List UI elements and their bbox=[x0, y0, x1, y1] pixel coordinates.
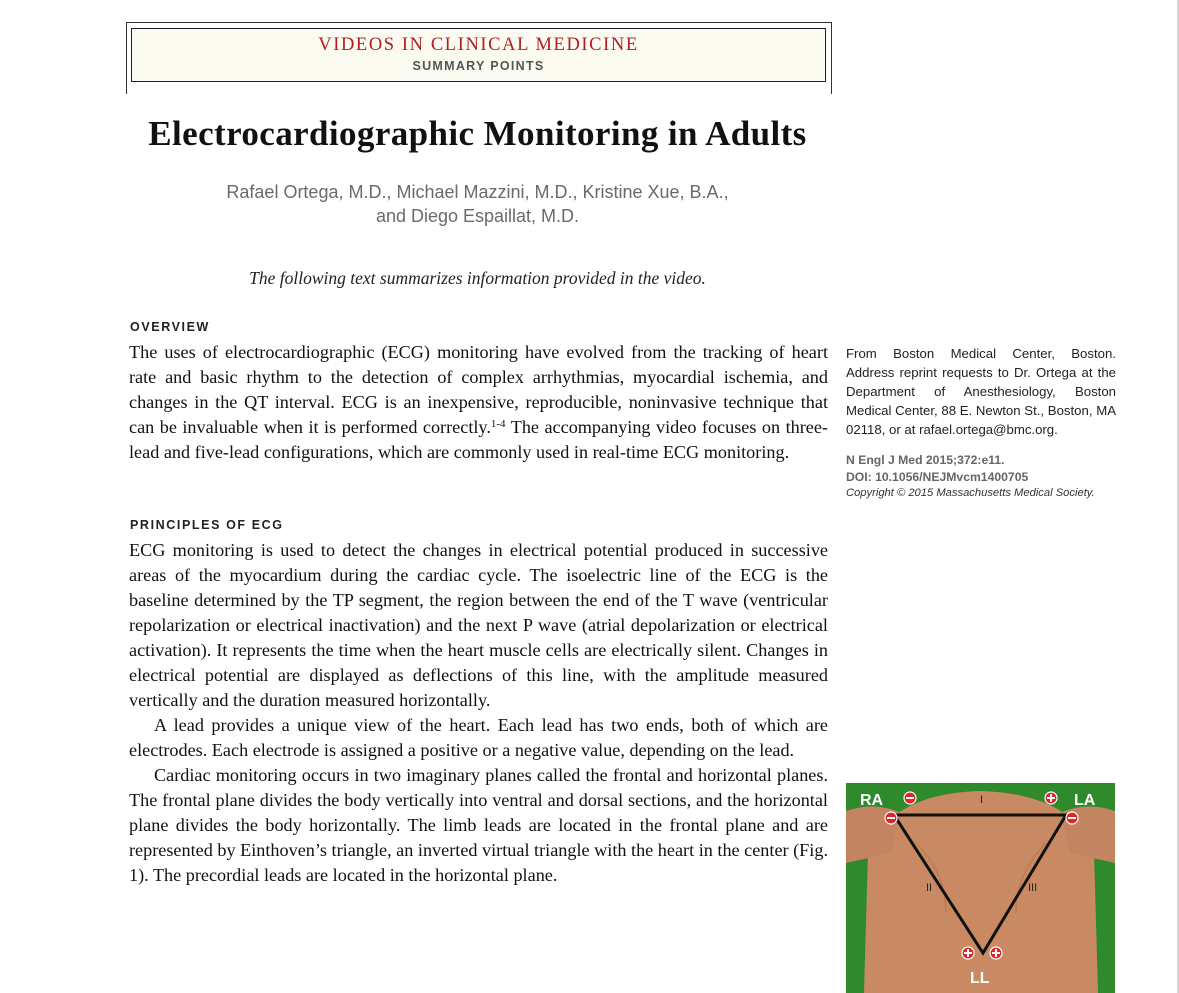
plus-icon-vertical bbox=[995, 949, 997, 957]
minus-icon bbox=[906, 797, 914, 799]
ra-label: RA bbox=[860, 792, 884, 809]
principles-paragraph-1: ECG monitoring is used to detect the changes in electrical potential produced in successive areas of the myocardium during the cardiac cycle. The isoelectric line of the ECG is the baseline determined by the TP segment, the region between the end of the T wave (ventricular repolarization or electrical inactivation) and the next P wave (atrial depolarization or electrical activation). It represents the time when the heart muscle cells are electrically silent. Changes in electrical potential are displayed as deflections of this line, with the amplitude measured vertically and the duration measured horizontally. bbox=[129, 540, 828, 710]
la-label: LA bbox=[1074, 792, 1096, 809]
overview-paragraph bbox=[129, 340, 828, 465]
plus-icon-vertical bbox=[1050, 794, 1052, 802]
ll-label: LL bbox=[970, 970, 990, 987]
lead-ii-label: II bbox=[926, 882, 933, 894]
overview-body bbox=[129, 340, 828, 465]
plus-icon-vertical bbox=[967, 949, 969, 957]
citation-block bbox=[846, 452, 1126, 486]
copyright-note: Copyright © 2015 Massachusetts Medical Society. bbox=[846, 487, 1095, 499]
section-banner bbox=[131, 28, 826, 82]
lead-iii-label: III bbox=[1028, 882, 1038, 894]
minus-icon bbox=[1068, 817, 1076, 819]
journal-citation: N Engl J Med 2015;372:e11. bbox=[846, 453, 1005, 467]
figure-illustration bbox=[846, 783, 1115, 993]
banner-subtitle: SUMMARY POINTS bbox=[412, 59, 545, 73]
authors-line-2: and Diego Espaillat, M.D. bbox=[375, 206, 580, 226]
overview-heading: OVERVIEW bbox=[130, 320, 210, 334]
authors-line-1: Rafael Ortega, M.D., Michael Mazzini, M.D., Kristine Xue, B.A., bbox=[226, 182, 729, 202]
author-list bbox=[130, 180, 825, 228]
lead-i-label: I bbox=[980, 794, 984, 806]
principles-body bbox=[129, 538, 828, 888]
summary-note: The following text summarizes information provided in the video. bbox=[249, 268, 706, 288]
einthoven-triangle-figure bbox=[846, 783, 1115, 993]
principles-paragraph-3: Cardiac monitoring occurs in two imaginary planes called the frontal and horizontal planes. The frontal plane divides the body vertically into ventral and dorsal sections, and the horizontal plane divides the body horizontally. The limb leads are located in the frontal plane and are represented by Einthoven’s triangle, an inverted virtual triangle with the heart in the center (Fig. 1). The precordial leads are located in the horizontal plane. bbox=[129, 765, 828, 885]
principles-heading: PRINCIPLES OF ECG bbox=[130, 518, 284, 532]
doi-link[interactable]: DOI: 10.1056/NEJMvcm1400705 bbox=[846, 470, 1029, 484]
banner-title: VIDEOS IN CLINICAL MEDICINE bbox=[318, 35, 639, 55]
article-title: Electrocardiographic Monitoring in Adults bbox=[148, 114, 807, 153]
overview-text-cont: The accompanying video focuses on three-lead and five-lead configurations, which are commonly used in real-time ECG monitoring. bbox=[129, 417, 828, 462]
affiliation-note: From Boston Medical Center, Boston. Address reprint requests to Dr. Ortega at the Department of Anesthesiology, Boston Medical Center, 88 E. Newton St., Boston, MA 02118, or at rafael.ortega@bmc.org. bbox=[846, 346, 1116, 437]
principles-paragraph-2: A lead provides a unique view of the heart. Each lead has two ends, both of which are electrodes. Each electrode is assigned a positive or a negative value, depending on the lead. bbox=[129, 715, 828, 760]
minus-icon bbox=[887, 817, 895, 819]
overview-text: The uses of electrocardiographic (ECG) monitoring have evolved from the tracking of heart rate and basic rhythm to the detection of complex arrhythmias, myocardial ischemia, and changes in the QT interval. ECG is an inexpensive, reproducible, noninvasive technique that can be invaluable when it is performed correctly. bbox=[129, 342, 828, 437]
reference-superscript: 1-4 bbox=[490, 418, 506, 430]
